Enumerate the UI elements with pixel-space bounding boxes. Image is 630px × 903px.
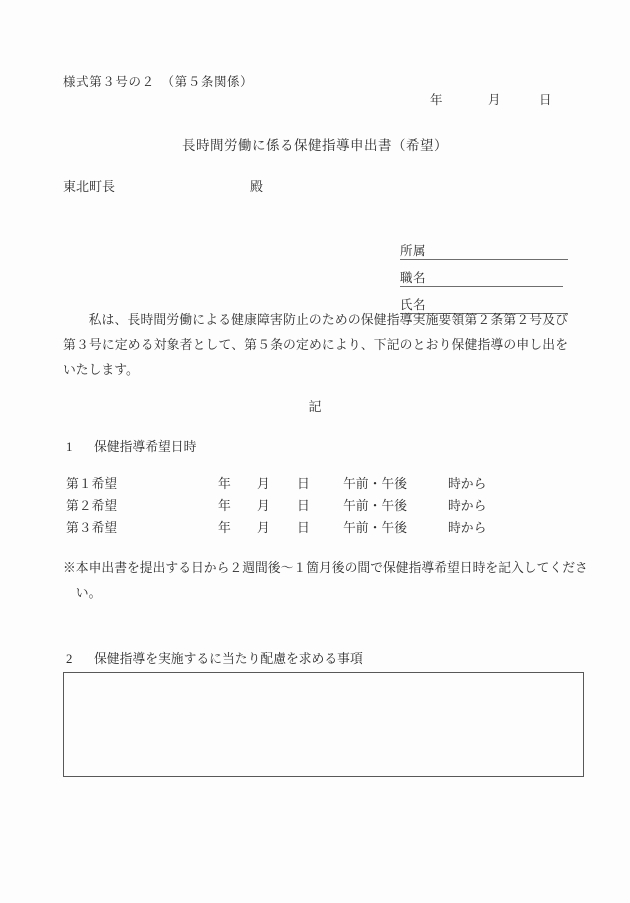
section1-title: 保健指導希望日時 [94,440,197,454]
preference-ampm-2[interactable]: 午前・午後 [343,499,407,513]
section2-answer-box[interactable] [63,672,584,777]
preference-row-2 [66,495,486,517]
signature-label-job-title: 職名 [400,270,427,285]
document-title: 長時間労働に係る保健指導申出書（希望） [182,138,448,153]
body-paragraph: 私は、長時間労働による健康障害防止のための保健指導実施要領第２条第２号及び第３号に定める対象者として、第５条の定めにより、下記のとおり保健指導の申し出をいたします。 [63,313,568,377]
preference-label-2: 第２希望 [66,499,118,513]
section1-number: 1 [66,440,73,454]
preference-from-1: 時から [448,477,487,491]
signature-row-affiliation[interactable] [400,238,568,260]
preference-day-2: 日 [297,499,310,513]
preference-label-1: 第１希望 [66,477,118,491]
preference-ampm-3[interactable]: 午前・午後 [343,521,407,535]
addressee-line [63,176,263,195]
signature-label-affiliation: 所属 [400,243,427,258]
kijyu-marker: 記 [308,399,322,414]
date-month-label: 月 [488,93,501,107]
signature-label-name: 氏名 [400,297,427,312]
preference-day-3: 日 [297,521,310,535]
preference-table [66,473,486,539]
preference-year-3: 年 [218,521,231,535]
preference-from-3: 時から [448,521,487,535]
form-number: 様式第３号の２ （第５条関係） [63,75,254,89]
preference-year-2: 年 [218,499,231,513]
preference-month-1: 月 [257,477,270,491]
preference-month-2: 月 [257,499,270,513]
preference-label-3: 第３希望 [66,521,118,535]
signature-row-job-title[interactable] [400,265,563,287]
preference-month-3: 月 [257,521,270,535]
section1-heading [66,436,196,455]
date-year-label: 年 [430,93,443,107]
section2-heading [66,648,363,667]
preference-from-2: 時から [448,499,487,513]
preference-row-1 [66,473,486,495]
date-line [430,90,552,108]
section2-number: 2 [66,652,73,666]
preference-year-1: 年 [218,477,231,491]
preference-day-1: 日 [297,477,310,491]
preference-ampm-1[interactable]: 午前・午後 [343,477,407,491]
date-day-label: 日 [539,93,552,107]
signature-block [400,238,572,319]
addressee-honorific: 殿 [250,179,264,194]
preference-row-3 [66,517,486,539]
section1-note: ※本申出書を提出する日から２週間後〜１箇月後の間で保健指導希望日時を記入してください。 [63,561,588,600]
addressee-name: 東北町長 [63,179,116,194]
section2-title: 保健指導を実施するに当たり配慮を求める事項 [94,652,363,666]
